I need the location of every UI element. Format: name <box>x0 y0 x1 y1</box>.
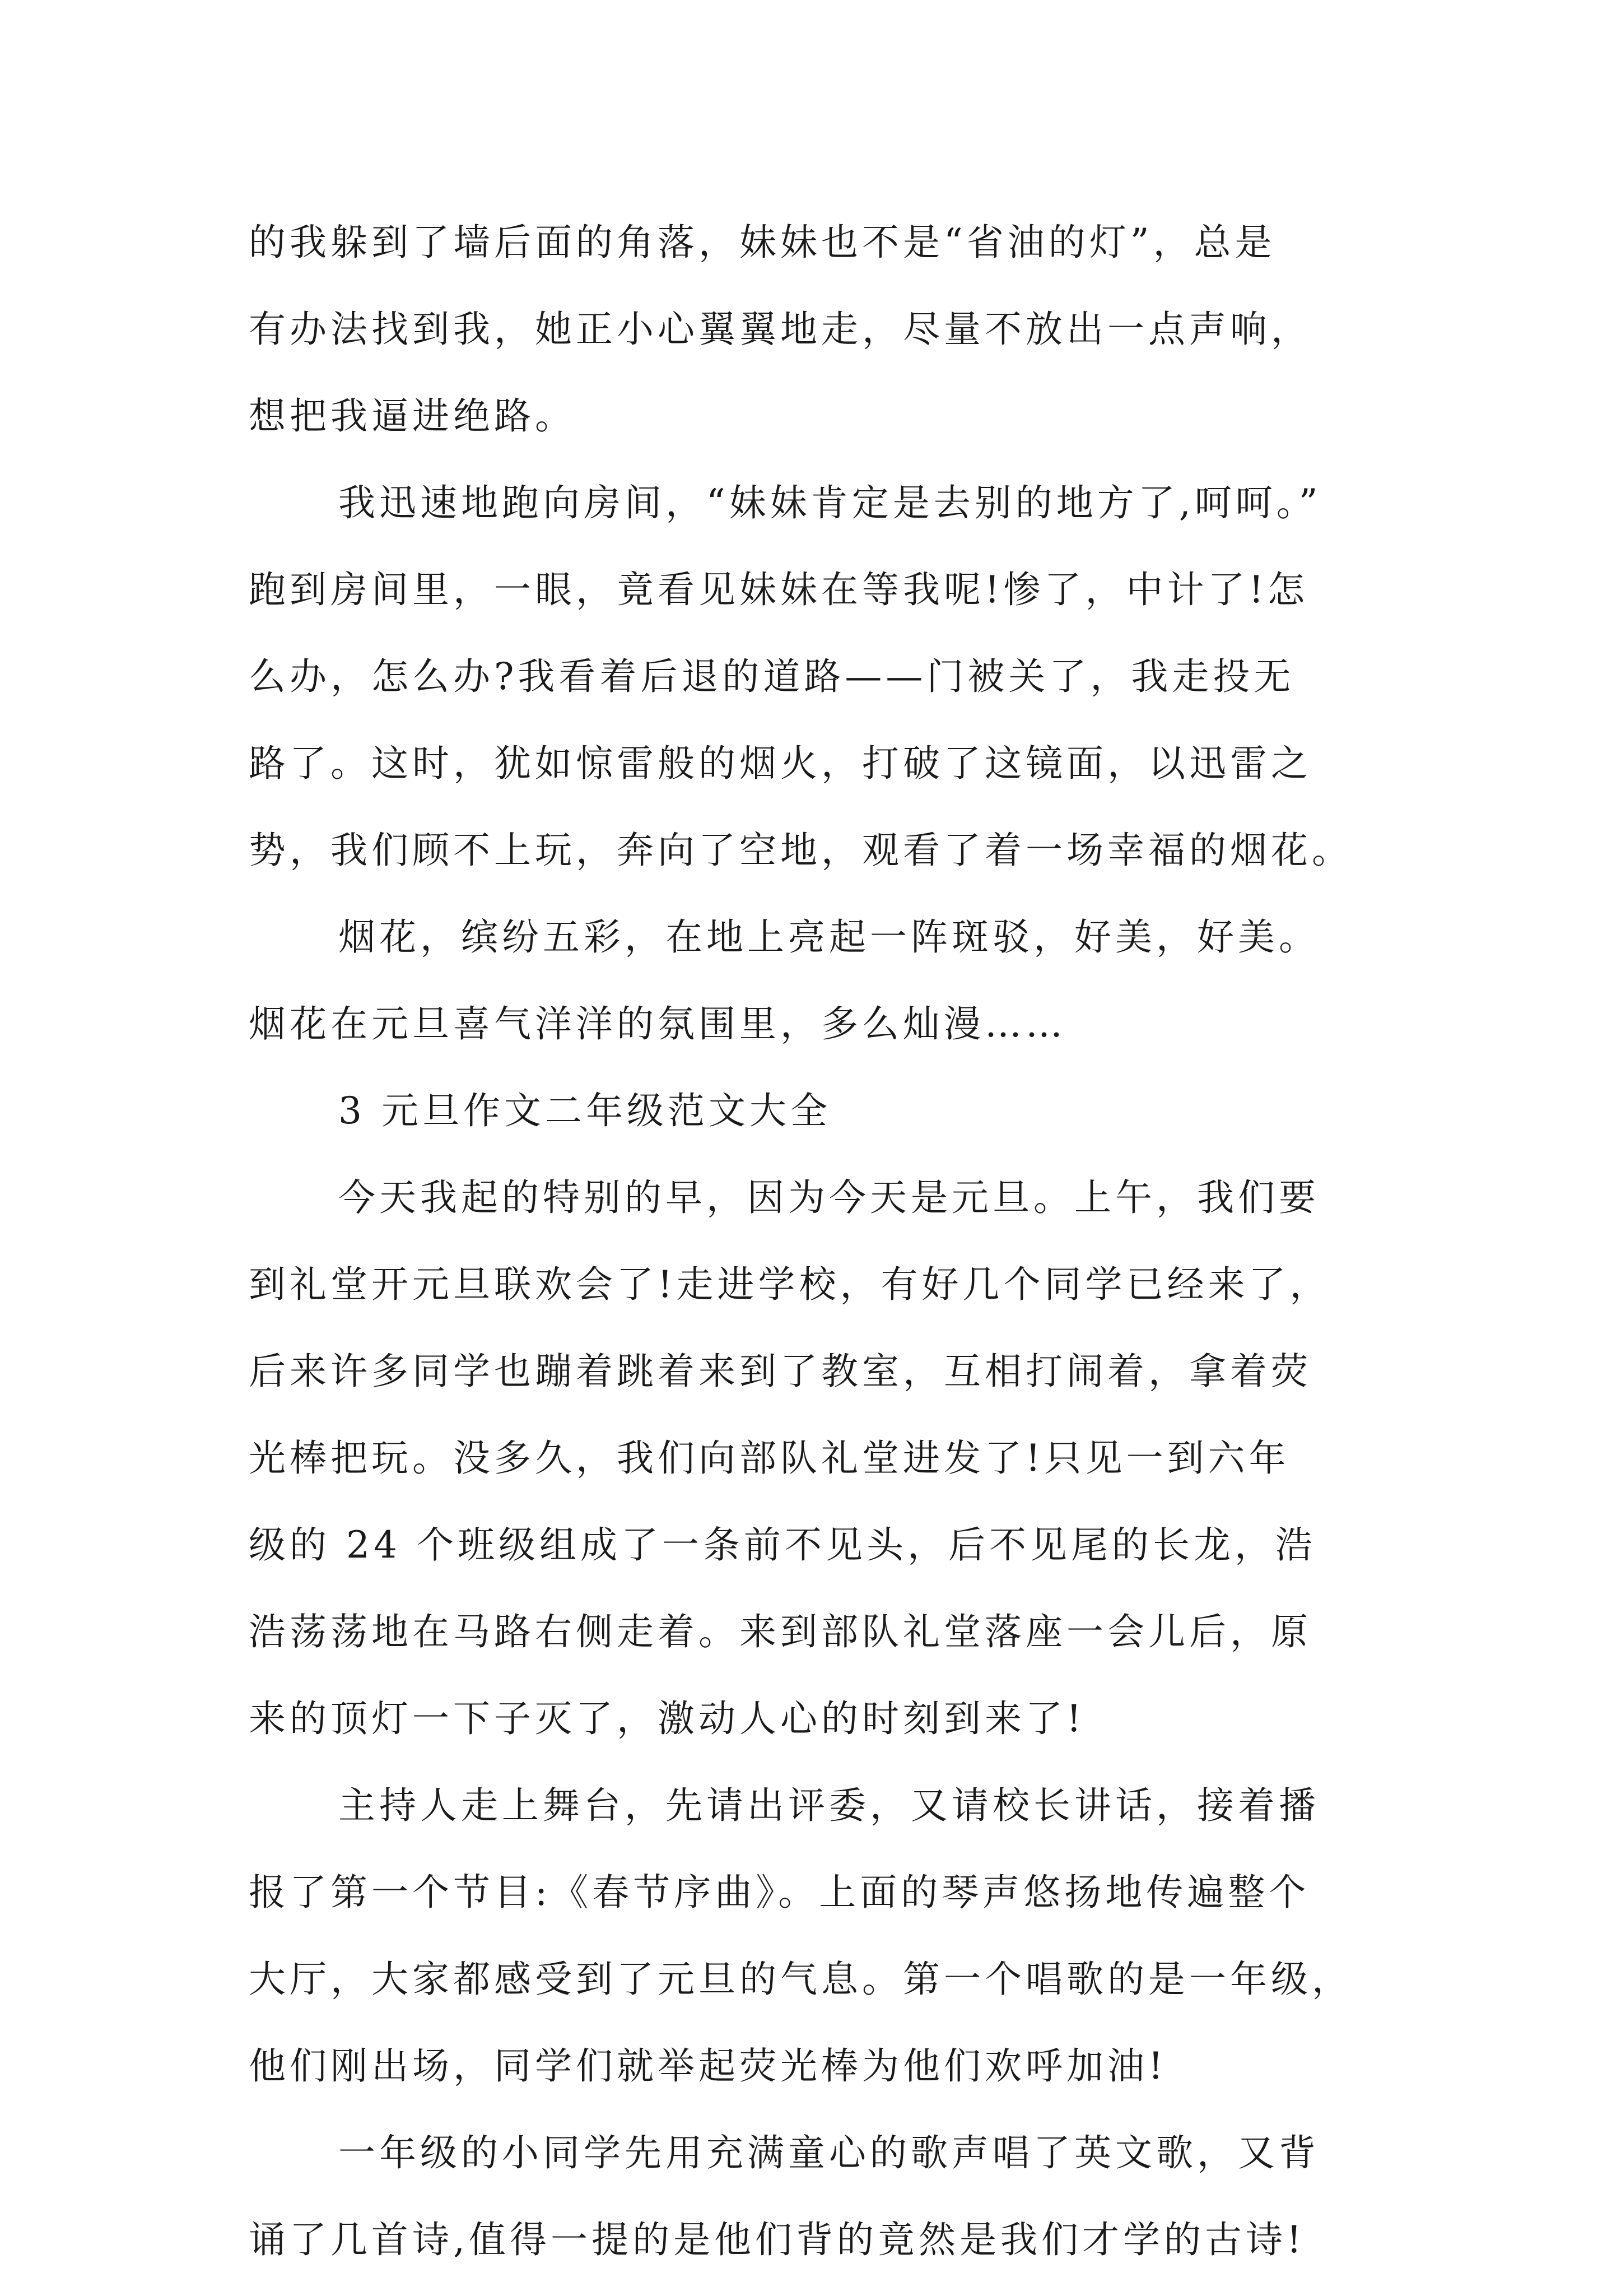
text-line: 跑到房间里，一眼，竟看见妹妹在等我呢!惨了，中计了!怎 <box>249 568 1309 611</box>
text-line: 么办，怎么办?我看着后退的道路——门被关了，我走投无 <box>249 655 1295 698</box>
text-line: 光棒把玩。没多久，我们向部队礼堂进发了!只见一到六年 <box>249 1437 1290 1480</box>
text-line: 浩荡荡地在马路右侧走着。来到部队礼堂落座一会儿后，原 <box>249 1610 1312 1653</box>
text-line: 今天我起的特别的早，因为今天是元旦。上午，我们要 <box>338 1176 1320 1219</box>
text-line: 一年级的小同学先用充满童心的歌声唱了英文歌，又背 <box>338 2131 1320 2174</box>
text-line: 到礼堂开元旦联欢会了!走进学校，有好几个同学已经来了， <box>249 1263 1331 1306</box>
text-line: 的我躲到了墙后面的角落，妹妹也不是“省油的灯”，总是 <box>249 221 1276 264</box>
text-line: 有办法找到我，她正小心翼翼地走，尽量不放出一点声响， <box>249 308 1312 351</box>
text-line: 报了第一个节目:《春节序曲》。上面的琴声悠扬地传遍整个 <box>249 1871 1310 1914</box>
text-line: 势，我们顾不上玩，奔向了空地，观看了着一场幸福的烟花。 <box>249 829 1353 872</box>
text-line: 路了。这时，犹如惊雷般的烟火，打破了这镜面，以迅雷之 <box>249 742 1312 785</box>
text-line: 烟花，缤纷五彩，在地上亮起一阵斑驳，好美，好美。 <box>338 915 1320 959</box>
text-line: 诵了几首诗,值得一提的是他们背的竟然是我们才学的古诗! <box>249 2218 1306 2261</box>
text-line: 后来许多同学也蹦着跳着来到了教室，互相打闹着，拿着荧 <box>249 1350 1312 1393</box>
text-line: 烟花在元旦喜气洋洋的氛围里，多么灿漫…… <box>249 1002 1066 1045</box>
text-line: 他们刚出场，同学们就举起荧光棒为他们欢呼加油! <box>249 2044 1167 2088</box>
text-line: 级的 24 个班级组成了一条前不见头，后不见尾的长龙，浩 <box>249 1523 1316 1567</box>
body-text <box>249 212 1375 2296</box>
text-line: 主持人走上舞台，先请出评委，又请校长讲话，接着播 <box>338 1784 1320 1827</box>
text-line: 来的顶灯一下子灭了，激动人心的时刻到来了! <box>249 1697 1086 1740</box>
text-line: 我迅速地跑向房间，“妹妹肯定是去别的地方了,呵呵。” <box>338 481 1322 524</box>
text-line: 想把我逼进绝路。 <box>249 394 576 438</box>
section-heading: 3 元旦作文二年级范文大全 <box>338 1089 831 1132</box>
text-line: 大厅，大家都感受到了元旦的气息。第一个唱歌的是一年级， <box>249 1958 1353 2001</box>
